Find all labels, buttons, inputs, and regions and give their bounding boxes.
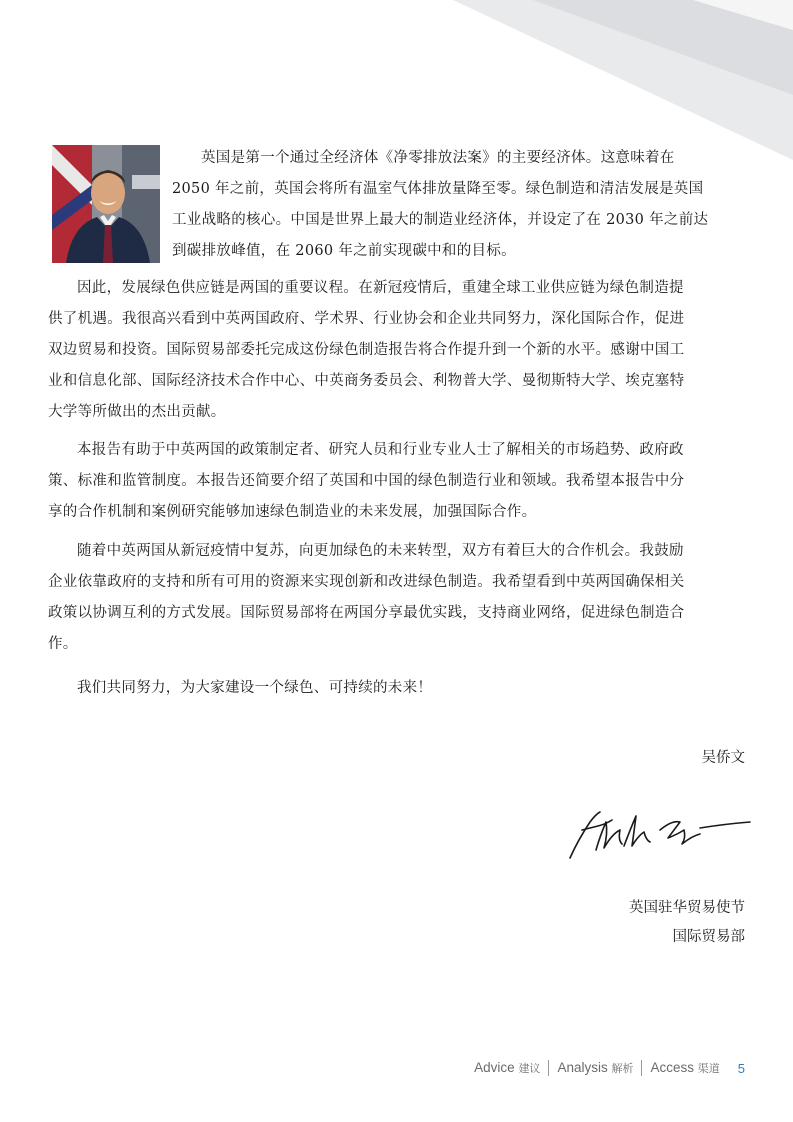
text-line: 供了机遇。我很高兴看到中英两国政府、学术界、行业协会和企业共同努力，深化国际合作，促进 (48, 311, 685, 327)
text-line: 作。 (48, 636, 78, 652)
text-line: 双边贸易和投资。国际贸易部委托完成这份绿色制造报告将合作提升到一个新的水平。感谢中国工 (48, 342, 685, 358)
footer-analysis-en: Analysis (557, 1060, 608, 1075)
text-line: 业和信息化部、国际经济技术合作中心、中英商务委员会、利物普大学、曼彻斯特大学、埃克塞特 (48, 373, 685, 389)
text-line: 享的合作机制和案例研究能够加速绿色制造业的未来发展，加强国际合作。 (48, 504, 537, 520)
footer-analysis-zh: 解析 (611, 1063, 634, 1075)
footer-advice-zh: 建议 (518, 1063, 541, 1075)
footer-access-en: Access (650, 1060, 694, 1075)
text-line: 到碳排放峰值，在 2060 年之前实现碳中和的目标。 (172, 243, 516, 259)
intro-paragraph (172, 143, 747, 267)
body-paragraph (48, 435, 748, 528)
page-footer (474, 1060, 745, 1076)
text-line: 工业战略的核心。中国是世界上最大的制造业经济体，并设定了在 2030 年之前达 (172, 212, 709, 228)
handwritten-signature (560, 800, 760, 866)
text-line: 随着中英两国从新冠疫情中复苏，向更加绿色的未来转型，双方有着巨大的合作机会。我鼓励 (77, 543, 684, 559)
signatory-title-line: 英国驻华贸易使节 (629, 900, 745, 916)
text-line: 英国是第一个通过全经济体《净零排放法案》的主要经济体。这意味着在 (201, 150, 675, 166)
text-line: 大学等所做出的杰出贡献。 (48, 404, 226, 420)
text-line: 企业依靠政府的支持和所有可用的资源来实现创新和改进绿色制造。我希望看到中英两国确保相关 (48, 574, 685, 590)
footer-divider (641, 1060, 642, 1076)
page-number: 5 (737, 1060, 745, 1076)
closing-paragraph: 我们共同努力，为大家建设一个绿色、可持续的未来！ (77, 680, 433, 696)
footer-access (650, 1060, 719, 1076)
footer-advice (474, 1060, 540, 1076)
text-line: 政策以协调互利的方式发展。国际贸易部将在两国分享最优实践，支持商业网络，促进绿色制造合 (48, 605, 685, 621)
signatory-department: 国际贸易部 (672, 929, 745, 945)
signatory-name: 吴侨文 (701, 750, 745, 766)
footer-access-zh: 渠道 (697, 1063, 720, 1075)
corner-decoration (413, 0, 793, 160)
text-line: 2050 年之前，英国会将所有温室气体排放量降至零。绿色制造和清洁发展是英国 (172, 181, 704, 197)
body-paragraph (48, 536, 748, 660)
text-line: 因此，发展绿色供应链是两国的重要议程。在新冠疫情后，重建全球工业供应链为绿色制造提 (77, 280, 684, 296)
footer-advice-en: Advice (474, 1060, 515, 1075)
footer-divider (548, 1060, 549, 1076)
author-photo (52, 145, 160, 263)
body-paragraph (48, 273, 748, 428)
text-line: 本报告有助于中英两国的政策制定者、研究人员和行业专业人士了解相关的市场趋势、政府政 (77, 442, 684, 458)
footer-analysis (557, 1060, 633, 1076)
text-line: 策、标准和监管制度。本报告还简要介绍了英国和中国的绿色制造行业和领域。我希望本报告中分 (48, 473, 685, 489)
signatory-title (629, 894, 745, 952)
